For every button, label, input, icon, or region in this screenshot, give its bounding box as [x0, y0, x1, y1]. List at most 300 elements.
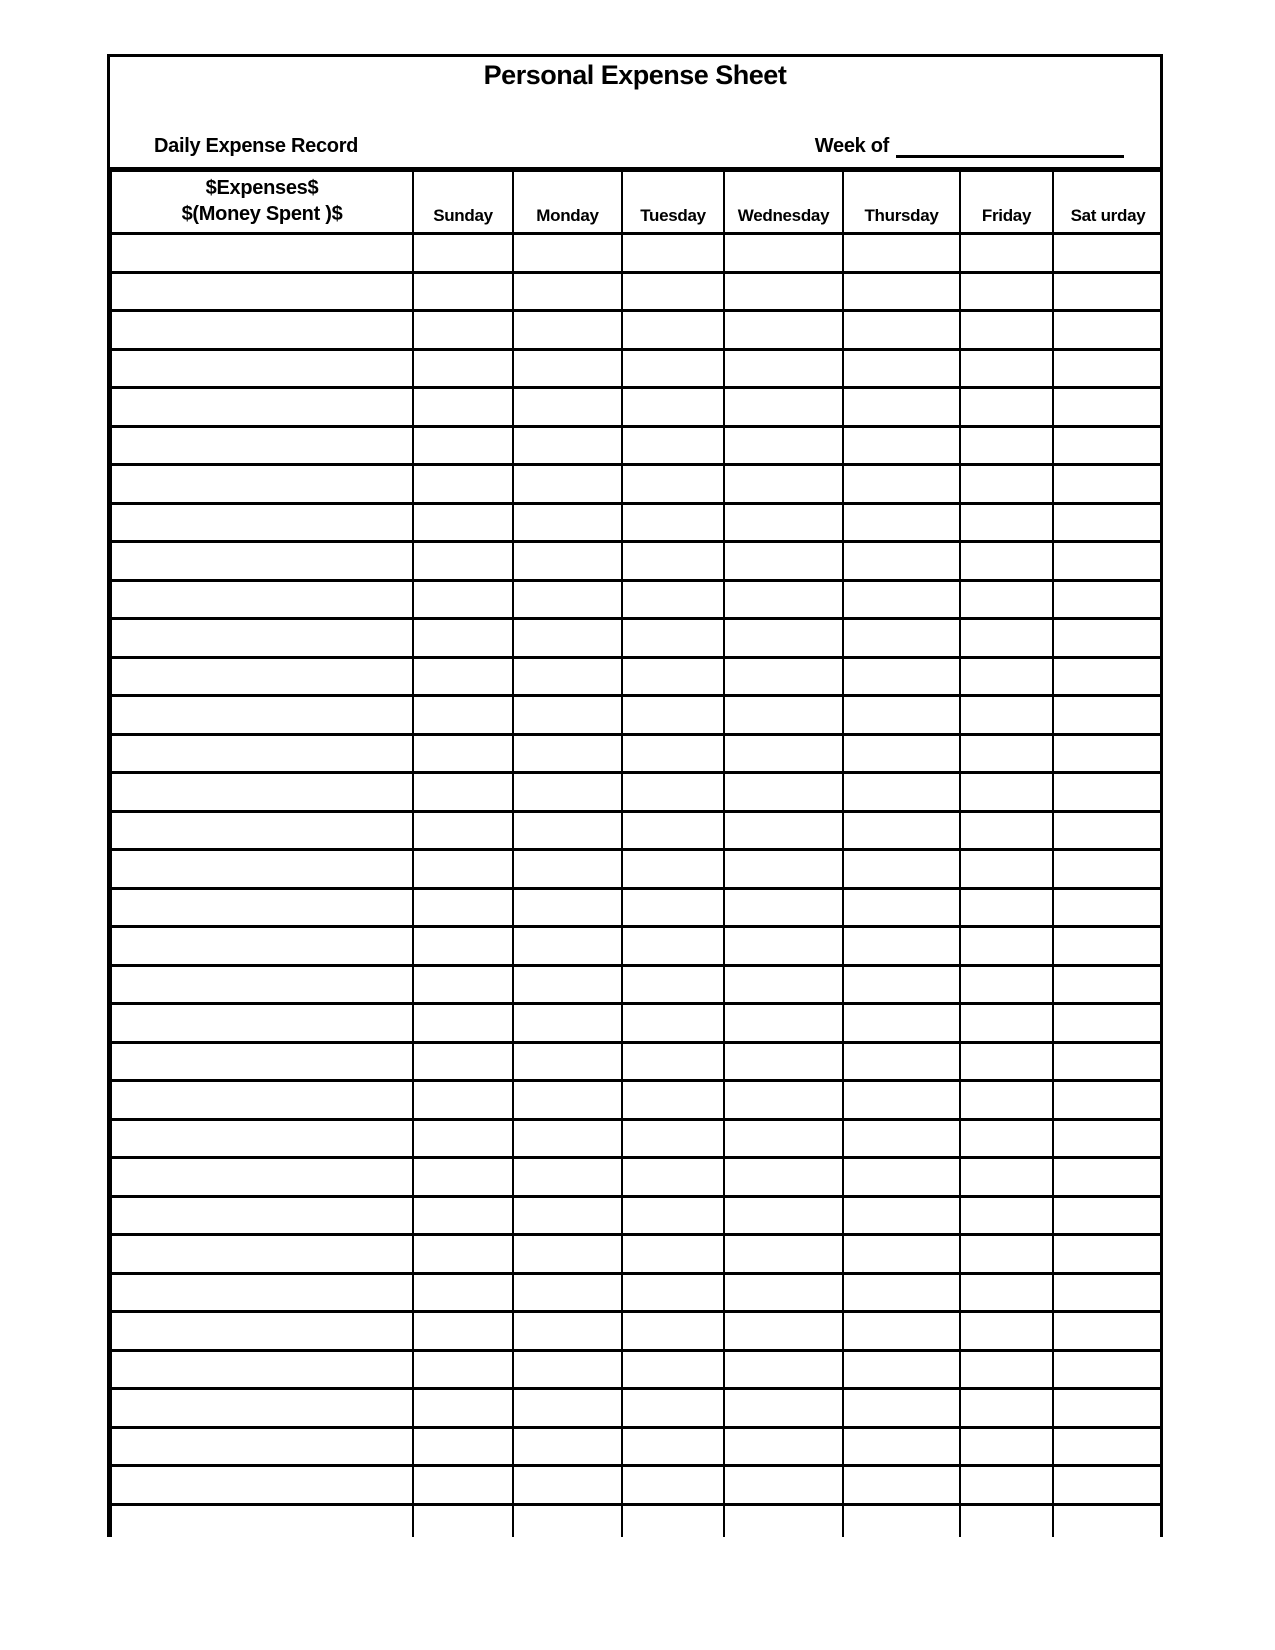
expense-category-cell[interactable]: [111, 696, 413, 735]
expense-row: [111, 1504, 1163, 1537]
expense-amount-cell[interactable]: [724, 1042, 843, 1081]
expense-amount-cell[interactable]: [1053, 542, 1163, 581]
expense-amount-cell[interactable]: [413, 734, 513, 773]
expense-amount-cell[interactable]: [513, 388, 622, 427]
expense-amount-cell[interactable]: [413, 503, 513, 542]
expense-amount-cell[interactable]: [622, 234, 724, 273]
expense-row: [111, 619, 1163, 658]
expense-amount-cell[interactable]: [843, 1350, 960, 1389]
expense-amount-cell[interactable]: [843, 850, 960, 889]
expense-category-cell[interactable]: [111, 1196, 413, 1235]
expense-amount-cell[interactable]: [622, 349, 724, 388]
expense-amount-cell[interactable]: [413, 349, 513, 388]
expense-amount-cell[interactable]: [622, 619, 724, 658]
expense-amount-cell[interactable]: [513, 619, 622, 658]
expense-amount-cell[interactable]: [513, 234, 622, 273]
expense-amount-cell[interactable]: [1053, 388, 1163, 427]
expense-amount-cell[interactable]: [1053, 272, 1163, 311]
expense-amount-cell[interactable]: [843, 580, 960, 619]
expense-amount-cell[interactable]: [413, 272, 513, 311]
expense-amount-cell[interactable]: [960, 1312, 1053, 1351]
expense-amount-cell[interactable]: [413, 426, 513, 465]
expense-category-cell[interactable]: [111, 1004, 413, 1043]
expense-amount-cell[interactable]: [622, 1350, 724, 1389]
expense-amount-cell[interactable]: [413, 888, 513, 927]
expense-amount-cell[interactable]: [413, 1196, 513, 1235]
expense-amount-cell[interactable]: [1053, 1042, 1163, 1081]
expense-amount-cell[interactable]: [622, 888, 724, 927]
expense-amount-cell[interactable]: [413, 1042, 513, 1081]
expense-amount-cell[interactable]: [1053, 1427, 1163, 1466]
daily-expense-record-label: Daily Expense Record: [154, 135, 359, 157]
expense-amount-cell[interactable]: [843, 773, 960, 812]
expense-category-cell[interactable]: [111, 503, 413, 542]
expense-amount-cell[interactable]: [960, 773, 1053, 812]
expense-amount-cell[interactable]: [622, 734, 724, 773]
expense-category-cell[interactable]: [111, 1350, 413, 1389]
expense-amount-cell[interactable]: [1053, 311, 1163, 350]
expense-amount-cell[interactable]: [413, 1504, 513, 1537]
expense-amount-cell[interactable]: [513, 1273, 622, 1312]
expense-category-cell[interactable]: [111, 1273, 413, 1312]
expense-amount-cell[interactable]: [1053, 811, 1163, 850]
expense-amount-cell[interactable]: [960, 927, 1053, 966]
expense-amount-cell[interactable]: [622, 1119, 724, 1158]
expense-amount-cell[interactable]: [960, 1235, 1053, 1274]
expense-row: [111, 272, 1163, 311]
expense-amount-cell[interactable]: [413, 1235, 513, 1274]
expense-category-cell[interactable]: [111, 1042, 413, 1081]
expense-amount-cell[interactable]: [843, 1119, 960, 1158]
expense-amount-cell[interactable]: [724, 349, 843, 388]
expense-amount-cell[interactable]: [1053, 1273, 1163, 1312]
page-title: Personal Expense Sheet: [483, 60, 787, 90]
expense-amount-cell[interactable]: [622, 1466, 724, 1505]
expense-amount-cell[interactable]: [724, 1158, 843, 1197]
expenses-header-line2: $(Money Spent )$: [181, 203, 343, 225]
expense-amount-cell[interactable]: [724, 234, 843, 273]
expense-amount-cell[interactable]: [843, 811, 960, 850]
expense-amount-cell[interactable]: [960, 1158, 1053, 1197]
expense-amount-cell[interactable]: [1053, 234, 1163, 273]
expense-row: [111, 234, 1163, 273]
expense-amount-cell[interactable]: [724, 696, 843, 735]
expense-amount-cell[interactable]: [1053, 696, 1163, 735]
expense-amount-cell[interactable]: [724, 272, 843, 311]
expense-amount-cell[interactable]: [413, 1312, 513, 1351]
expense-amount-cell[interactable]: [724, 850, 843, 889]
expense-amount-cell[interactable]: [960, 1273, 1053, 1312]
expense-amount-cell[interactable]: [724, 1273, 843, 1312]
expense-sheet: [107, 54, 1163, 1537]
expense-row: [111, 1235, 1163, 1274]
expense-category-cell[interactable]: [111, 965, 413, 1004]
expense-row: [111, 1081, 1163, 1120]
expense-amount-cell[interactable]: [622, 503, 724, 542]
column-header-saturday: Sat urday: [1053, 171, 1163, 234]
expense-amount-cell[interactable]: [960, 1350, 1053, 1389]
expense-amount-cell[interactable]: [724, 388, 843, 427]
expense-amount-cell[interactable]: [1053, 927, 1163, 966]
expense-category-cell[interactable]: [111, 888, 413, 927]
header-sub-row: [154, 133, 1124, 158]
expense-amount-cell[interactable]: [1053, 1004, 1163, 1043]
expense-amount-cell[interactable]: [413, 657, 513, 696]
expense-category-cell[interactable]: [111, 388, 413, 427]
expense-amount-cell[interactable]: [1053, 465, 1163, 504]
expense-amount-cell[interactable]: [960, 580, 1053, 619]
expense-category-cell[interactable]: [111, 657, 413, 696]
expense-amount-cell[interactable]: [960, 1004, 1053, 1043]
expense-amount-cell[interactable]: [1053, 773, 1163, 812]
expense-amount-cell[interactable]: [513, 696, 622, 735]
expense-amount-cell[interactable]: [513, 542, 622, 581]
expense-amount-cell[interactable]: [724, 1235, 843, 1274]
expense-amount-cell[interactable]: [413, 1158, 513, 1197]
expense-amount-cell[interactable]: [513, 1350, 622, 1389]
expense-amount-cell[interactable]: [622, 811, 724, 850]
expense-amount-cell[interactable]: [724, 1119, 843, 1158]
expense-amount-cell[interactable]: [1053, 426, 1163, 465]
expense-amount-cell[interactable]: [960, 349, 1053, 388]
expense-amount-cell[interactable]: [843, 426, 960, 465]
expense-amount-cell[interactable]: [843, 927, 960, 966]
expense-amount-cell[interactable]: [843, 542, 960, 581]
expense-category-cell[interactable]: [111, 619, 413, 658]
expense-category-cell[interactable]: [111, 1389, 413, 1428]
expense-amount-cell[interactable]: [843, 1466, 960, 1505]
expense-category-cell[interactable]: [111, 1427, 413, 1466]
expense-amount-cell[interactable]: [960, 388, 1053, 427]
expense-amount-cell[interactable]: [843, 657, 960, 696]
expense-category-cell[interactable]: [111, 1158, 413, 1197]
expense-amount-cell[interactable]: [1053, 349, 1163, 388]
expense-amount-cell[interactable]: [1053, 619, 1163, 658]
expense-amount-cell[interactable]: [513, 580, 622, 619]
expenses-header-line1: $Expenses$: [205, 177, 319, 199]
expense-category-cell[interactable]: [111, 426, 413, 465]
expense-category-cell[interactable]: [111, 580, 413, 619]
expense-amount-cell[interactable]: [843, 619, 960, 658]
column-header-thursday: Thursday: [843, 171, 960, 234]
expense-amount-cell[interactable]: [622, 657, 724, 696]
expense-amount-cell[interactable]: [843, 1427, 960, 1466]
expense-amount-cell[interactable]: [843, 1273, 960, 1312]
expense-amount-cell[interactable]: [513, 811, 622, 850]
expense-category-cell[interactable]: [111, 234, 413, 273]
expense-amount-cell[interactable]: [843, 465, 960, 504]
expense-amount-cell[interactable]: [622, 311, 724, 350]
expense-amount-cell[interactable]: [724, 1427, 843, 1466]
expense-category-cell[interactable]: [111, 1466, 413, 1505]
expense-amount-cell[interactable]: [622, 1042, 724, 1081]
expense-amount-cell[interactable]: [960, 1466, 1053, 1505]
expense-amount-cell[interactable]: [843, 1004, 960, 1043]
expense-amount-cell[interactable]: [843, 1389, 960, 1428]
expense-amount-cell[interactable]: [724, 1389, 843, 1428]
expense-amount-cell[interactable]: [724, 773, 843, 812]
expense-amount-cell[interactable]: [724, 1312, 843, 1351]
expense-amount-cell[interactable]: [1053, 1389, 1163, 1428]
expense-amount-cell[interactable]: [843, 311, 960, 350]
expense-row: [111, 542, 1163, 581]
expense-amount-cell[interactable]: [724, 1196, 843, 1235]
expense-category-cell[interactable]: [111, 850, 413, 889]
expense-amount-cell[interactable]: [413, 1466, 513, 1505]
expense-amount-cell[interactable]: [843, 1042, 960, 1081]
expense-amount-cell[interactable]: [960, 811, 1053, 850]
expense-amount-cell[interactable]: [843, 503, 960, 542]
expense-amount-cell[interactable]: [622, 1004, 724, 1043]
expense-amount-cell[interactable]: [413, 1273, 513, 1312]
expense-amount-cell[interactable]: [724, 657, 843, 696]
expense-amount-cell[interactable]: [960, 619, 1053, 658]
expense-amount-cell[interactable]: [724, 888, 843, 927]
expense-amount-cell[interactable]: [724, 580, 843, 619]
expense-amount-cell[interactable]: [413, 773, 513, 812]
expense-amount-cell[interactable]: [960, 1196, 1053, 1235]
expense-amount-cell[interactable]: [960, 850, 1053, 889]
expense-amount-cell[interactable]: [960, 1389, 1053, 1428]
expenses-column-header: [111, 171, 413, 234]
expense-amount-cell[interactable]: [724, 542, 843, 581]
expense-amount-cell[interactable]: [724, 503, 843, 542]
expense-category-cell[interactable]: [111, 1312, 413, 1351]
expense-amount-cell[interactable]: [513, 1504, 622, 1537]
expense-amount-cell[interactable]: [960, 1119, 1053, 1158]
expense-amount-cell[interactable]: [843, 965, 960, 1004]
expense-amount-cell[interactable]: [960, 311, 1053, 350]
expense-category-cell[interactable]: [111, 734, 413, 773]
expense-category-cell[interactable]: [111, 1081, 413, 1120]
expense-amount-cell[interactable]: [843, 696, 960, 735]
expense-amount-cell[interactable]: [413, 811, 513, 850]
expense-amount-cell[interactable]: [843, 1504, 960, 1537]
expense-amount-cell[interactable]: [960, 1042, 1053, 1081]
expense-amount-cell[interactable]: [1053, 1312, 1163, 1351]
expense-amount-cell[interactable]: [513, 888, 622, 927]
expense-amount-cell[interactable]: [843, 1235, 960, 1274]
expense-amount-cell[interactable]: [843, 349, 960, 388]
expense-amount-cell[interactable]: [513, 426, 622, 465]
expense-category-cell[interactable]: [111, 811, 413, 850]
expense-amount-cell[interactable]: [724, 734, 843, 773]
expense-amount-cell[interactable]: [622, 1235, 724, 1274]
expense-amount-cell[interactable]: [724, 619, 843, 658]
expense-amount-cell[interactable]: [622, 1504, 724, 1537]
expense-amount-cell[interactable]: [513, 1081, 622, 1120]
expense-amount-cell[interactable]: [1053, 1158, 1163, 1197]
expense-amount-cell[interactable]: [622, 927, 724, 966]
expense-amount-cell[interactable]: [413, 1119, 513, 1158]
expense-amount-cell[interactable]: [513, 1004, 622, 1043]
column-header-row: [111, 171, 1163, 234]
expense-amount-cell[interactable]: [413, 1004, 513, 1043]
expense-amount-cell[interactable]: [960, 272, 1053, 311]
expense-amount-cell[interactable]: [513, 850, 622, 889]
expense-amount-cell[interactable]: [513, 1389, 622, 1428]
expense-amount-cell[interactable]: [960, 1427, 1053, 1466]
column-header-wednesday: Wednesday: [724, 171, 843, 234]
expense-category-cell[interactable]: [111, 773, 413, 812]
expense-amount-cell[interactable]: [513, 1042, 622, 1081]
week-of-blank[interactable]: [896, 133, 1124, 158]
expense-amount-cell[interactable]: [513, 1158, 622, 1197]
expense-amount-cell[interactable]: [724, 811, 843, 850]
expense-amount-cell[interactable]: [513, 1427, 622, 1466]
expense-amount-cell[interactable]: [1053, 1504, 1163, 1537]
expense-amount-cell[interactable]: [513, 657, 622, 696]
expense-amount-cell[interactable]: [513, 773, 622, 812]
expense-row: [111, 811, 1163, 850]
expense-amount-cell[interactable]: [843, 1196, 960, 1235]
expense-row: [111, 311, 1163, 350]
expense-amount-cell[interactable]: [1053, 965, 1163, 1004]
expense-amount-cell[interactable]: [513, 1196, 622, 1235]
expense-amount-cell[interactable]: [1053, 1235, 1163, 1274]
expense-amount-cell[interactable]: [413, 542, 513, 581]
expense-amount-cell[interactable]: [1053, 850, 1163, 889]
expense-row: [111, 388, 1163, 427]
expense-amount-cell[interactable]: [960, 657, 1053, 696]
expense-amount-cell[interactable]: [622, 850, 724, 889]
expense-amount-cell[interactable]: [513, 1119, 622, 1158]
expense-amount-cell[interactable]: [513, 465, 622, 504]
expense-amount-cell[interactable]: [413, 311, 513, 350]
expense-category-cell[interactable]: [111, 1235, 413, 1274]
expense-amount-cell[interactable]: [413, 1389, 513, 1428]
expense-amount-cell[interactable]: [413, 1427, 513, 1466]
expense-amount-cell[interactable]: [622, 580, 724, 619]
expense-amount-cell[interactable]: [724, 311, 843, 350]
expense-amount-cell[interactable]: [413, 234, 513, 273]
expense-amount-cell[interactable]: [622, 773, 724, 812]
expense-amount-cell[interactable]: [413, 465, 513, 504]
expense-amount-cell[interactable]: [513, 272, 622, 311]
expense-amount-cell[interactable]: [513, 1312, 622, 1351]
expense-category-cell[interactable]: [111, 349, 413, 388]
expense-amount-cell[interactable]: [960, 965, 1053, 1004]
expense-amount-cell[interactable]: [622, 388, 724, 427]
expense-row: [111, 734, 1163, 773]
expense-amount-cell[interactable]: [622, 426, 724, 465]
expense-category-cell[interactable]: [111, 465, 413, 504]
expense-amount-cell[interactable]: [513, 349, 622, 388]
expense-amount-cell[interactable]: [843, 734, 960, 773]
expense-amount-cell[interactable]: [622, 1427, 724, 1466]
expense-row: [111, 965, 1163, 1004]
expense-amount-cell[interactable]: [413, 696, 513, 735]
expense-amount-cell[interactable]: [1053, 1081, 1163, 1120]
expense-amount-cell[interactable]: [960, 696, 1053, 735]
expense-amount-cell[interactable]: [413, 1081, 513, 1120]
expense-amount-cell[interactable]: [724, 927, 843, 966]
expense-amount-cell[interactable]: [1053, 1466, 1163, 1505]
expense-amount-cell[interactable]: [622, 1158, 724, 1197]
expense-amount-cell[interactable]: [843, 234, 960, 273]
expense-amount-cell[interactable]: [960, 426, 1053, 465]
expense-amount-cell[interactable]: [513, 311, 622, 350]
expense-amount-cell[interactable]: [513, 965, 622, 1004]
expense-amount-cell[interactable]: [724, 1504, 843, 1537]
expense-amount-cell[interactable]: [513, 927, 622, 966]
expense-amount-cell[interactable]: [843, 1081, 960, 1120]
expense-amount-cell[interactable]: [724, 465, 843, 504]
expense-amount-cell[interactable]: [1053, 1196, 1163, 1235]
expense-amount-cell[interactable]: [843, 888, 960, 927]
expense-amount-cell[interactable]: [622, 1196, 724, 1235]
expense-amount-cell[interactable]: [622, 1389, 724, 1428]
expense-category-cell[interactable]: [111, 542, 413, 581]
expense-category-cell[interactable]: [111, 1119, 413, 1158]
expense-amount-cell[interactable]: [622, 542, 724, 581]
expense-amount-cell[interactable]: [1053, 1350, 1163, 1389]
expense-amount-cell[interactable]: [413, 1350, 513, 1389]
expense-amount-cell[interactable]: [843, 388, 960, 427]
expense-amount-cell[interactable]: [960, 503, 1053, 542]
expense-amount-cell[interactable]: [413, 850, 513, 889]
expense-amount-cell[interactable]: [413, 388, 513, 427]
expense-amount-cell[interactable]: [622, 965, 724, 1004]
expense-amount-cell[interactable]: [960, 1504, 1053, 1537]
expense-amount-cell[interactable]: [1053, 734, 1163, 773]
expense-row: [111, 696, 1163, 735]
expense-row: [111, 349, 1163, 388]
expense-amount-cell[interactable]: [413, 965, 513, 1004]
expense-amount-cell[interactable]: [1053, 580, 1163, 619]
expense-amount-cell[interactable]: [724, 1004, 843, 1043]
expense-category-cell[interactable]: [111, 927, 413, 966]
expense-amount-cell[interactable]: [1053, 503, 1163, 542]
expense-amount-cell[interactable]: [724, 1081, 843, 1120]
expense-amount-cell[interactable]: [413, 927, 513, 966]
expense-amount-cell[interactable]: [960, 1081, 1053, 1120]
expense-amount-cell[interactable]: [724, 1466, 843, 1505]
expense-amount-cell[interactable]: [622, 272, 724, 311]
expense-amount-cell[interactable]: [960, 888, 1053, 927]
expense-amount-cell[interactable]: [843, 1158, 960, 1197]
expense-row: [111, 580, 1163, 619]
expense-amount-cell[interactable]: [513, 734, 622, 773]
expense-category-cell[interactable]: [111, 272, 413, 311]
expense-amount-cell[interactable]: [622, 1081, 724, 1120]
expense-amount-cell[interactable]: [622, 1312, 724, 1351]
expense-amount-cell[interactable]: [622, 465, 724, 504]
expense-amount-cell[interactable]: [413, 619, 513, 658]
expense-amount-cell[interactable]: [724, 965, 843, 1004]
expense-amount-cell[interactable]: [1053, 1119, 1163, 1158]
expense-amount-cell[interactable]: [843, 1312, 960, 1351]
expense-amount-cell[interactable]: [1053, 888, 1163, 927]
expense-category-cell[interactable]: [111, 1504, 413, 1537]
expense-amount-cell[interactable]: [513, 1235, 622, 1274]
expense-amount-cell[interactable]: [1053, 657, 1163, 696]
expense-amount-cell[interactable]: [724, 1350, 843, 1389]
expense-amount-cell[interactable]: [513, 503, 622, 542]
expense-row: [111, 426, 1163, 465]
expense-amount-cell[interactable]: [513, 1466, 622, 1505]
expense-amount-cell[interactable]: [960, 465, 1053, 504]
expense-category-cell[interactable]: [111, 311, 413, 350]
expense-amount-cell[interactable]: [413, 580, 513, 619]
expense-amount-cell[interactable]: [622, 696, 724, 735]
expense-amount-cell[interactable]: [960, 542, 1053, 581]
expense-amount-cell[interactable]: [960, 734, 1053, 773]
expense-amount-cell[interactable]: [843, 272, 960, 311]
expense-amount-cell[interactable]: [724, 426, 843, 465]
expense-amount-cell[interactable]: [960, 234, 1053, 273]
expense-amount-cell[interactable]: [622, 1273, 724, 1312]
